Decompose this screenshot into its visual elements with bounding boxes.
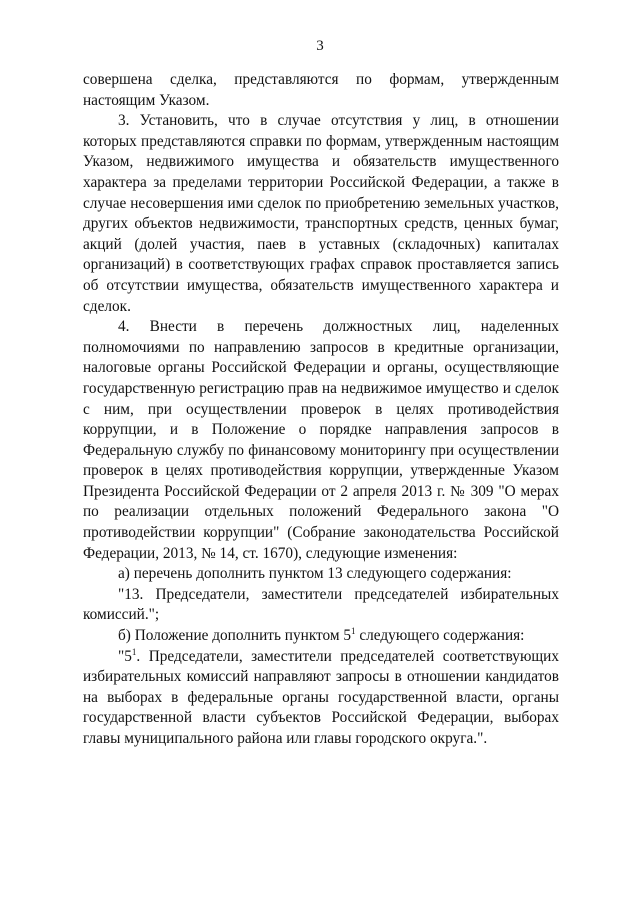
paragraph-4b-text-after: следующего содержания: bbox=[355, 627, 525, 645]
paragraph-4b bbox=[83, 626, 559, 647]
paragraph-4b-quote-superscript: 1 bbox=[131, 646, 137, 657]
paragraph-continuation: совершена сделка, представляются по формам, утвержденным настоящим Указом. bbox=[83, 71, 559, 109]
paragraph-4b-quote bbox=[83, 647, 559, 750]
paragraph-4a: а) перечень дополнить пунктом 13 следующего содержания: bbox=[118, 565, 512, 583]
paragraph-4b-text-before: б) Положение дополнить пунктом 5 bbox=[118, 627, 352, 645]
paragraph-3: 3. Установить, что в случае отсутствия у лиц, в отношении которых представляются справки по формам, утвержденным настоящим Указом, недвижимого имущества и обязательств имущественного характера за пределами территории Российской Федерации, а также в случае несовершения ими сделок по приобретению земельных участков, других объектов недвижимости, транспортных средств, ценных бумаг, акций (долей участия, паев в уставных (складочных) капиталах организаций) в соответствующих графах справок проставляется запись об отсутствии имущества, обязательств имущественного характера и сделок. bbox=[83, 112, 559, 315]
paragraph-4b-superscript: 1 bbox=[351, 625, 356, 636]
paragraph-4b-quote-text: . Председатели, заместители председателей соответствующих избирательных комиссий направляют запросы в отношении кандидатов на выборах в федеральные органы государственной власти, органы государственной власти субъектов Российской Федерации, выборах главы муниципального района или главы городского округа.". bbox=[83, 647, 559, 747]
paragraph-4: 4. Внести в перечень должностных лиц, наделенных полномочиями по направлению запросов в кредитные организации, налоговые органы Российской Федерации и органы, осуществляющие государственную регистрацию прав на недвижимое имущество и сделок с ним, при осуществлении проверок в целях противодействия коррупции, и в Положение о порядке направления запросов в Федеральную службу по финансовому мониторингу при осуществлении проверок в целях противодействия коррупции, утвержденные Указом Президента Российской Федерации от 2 апреля 2013 г. № 309 "О мерах по реализации отдельных положений Федерального закона "О противодействии коррупции" (Собрание законодательства Российской Федерации, 2013, № 14, ст. 1670), следующие изменения: bbox=[83, 318, 559, 562]
document-body bbox=[83, 70, 559, 750]
page-number: 3 bbox=[316, 38, 324, 54]
paragraph-4b-quote-open: "5 bbox=[118, 647, 132, 665]
paragraph-4a-quote: "13. Председатели, заместители председателей избирательных комиссий."; bbox=[83, 585, 559, 624]
